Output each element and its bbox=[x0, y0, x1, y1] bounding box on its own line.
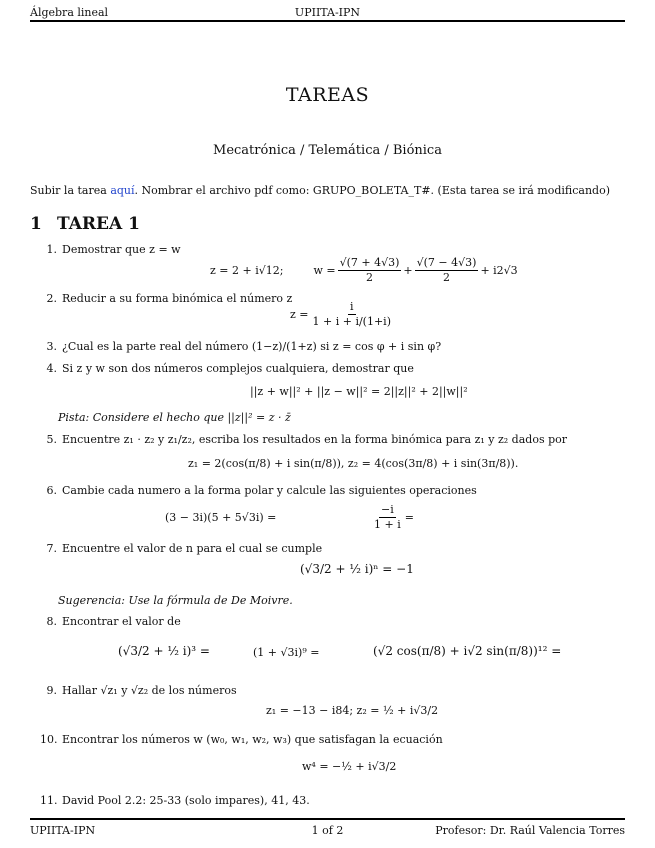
list-item bbox=[40, 684, 237, 697]
page-number: 1 of 2 bbox=[311, 824, 344, 837]
item-number: 3. bbox=[46, 340, 57, 353]
list-item bbox=[40, 243, 181, 256]
item-text: Reducir a su forma binómica el número z bbox=[62, 292, 293, 305]
item-number: 4. bbox=[46, 362, 57, 375]
item-number: 9. bbox=[46, 684, 57, 697]
eq1-fraction-1 bbox=[338, 256, 402, 286]
item-text: Demostrar que z = w bbox=[62, 243, 181, 256]
equation-1: z = 2 + i√12; w = $\frac{√(7 + 4√3)}{2}$ + $\frac{√(7 - 4√3)}{2}$ + i2√3 bbox=[210, 256, 518, 285]
intro-paragraph bbox=[30, 184, 630, 197]
eq2-prefix: z = bbox=[290, 308, 309, 322]
page-subtitle: Mecatrónica / Telemática / Biónica bbox=[213, 143, 442, 158]
section-heading bbox=[30, 214, 140, 234]
eq1-z: z = 2 + i√12; bbox=[210, 264, 284, 278]
header-course: Álgebra lineal bbox=[30, 6, 109, 19]
equation-5: z₁ = 2(cos(π/8) + i sin(π/8)), z₂ = 4(cos(3π/8) + i sin(3π/8)). bbox=[188, 457, 519, 470]
list-item bbox=[40, 433, 567, 446]
hint-7: Sugerencia: Use la fórmula de De Moivre. bbox=[58, 594, 293, 607]
header-institution: UPIITA-IPN bbox=[294, 6, 361, 19]
upload-link[interactable]: aquí bbox=[110, 184, 135, 197]
eq1-num-1: √(7 + 4√3) bbox=[338, 256, 402, 271]
equation-4: ||z + w||² + ||z − w||² = 2||z||² + 2||w||² bbox=[250, 385, 468, 398]
item-number: 6. bbox=[46, 484, 57, 497]
item-text: ¿Cual es la parte real del número (1−z)/(1+z) si z = cos φ + i sin φ? bbox=[62, 340, 442, 353]
eq1-den-1: 2 bbox=[366, 271, 373, 285]
intro-text-before: Subir la tarea bbox=[30, 184, 111, 197]
footer-institution: UPIITA-IPN bbox=[30, 824, 96, 837]
list-item bbox=[40, 292, 292, 305]
eq2-num: i bbox=[348, 300, 356, 315]
list-item bbox=[40, 733, 443, 746]
equation-10: w⁴ = −½ + i√3/2 bbox=[302, 760, 397, 773]
page-title: TAREAS bbox=[285, 84, 370, 106]
item-text: Encontrar el valor de bbox=[62, 615, 181, 628]
item-number: 11. bbox=[40, 794, 58, 807]
eq2-fraction bbox=[311, 300, 393, 330]
equation-9: z₁ = −13 − i84; z₂ = ½ + i√3/2 bbox=[266, 704, 439, 717]
equation-2 bbox=[290, 300, 395, 330]
item-number: 7. bbox=[46, 542, 57, 555]
list-item bbox=[40, 362, 414, 375]
page-footer bbox=[30, 824, 625, 838]
section-number: 1 bbox=[30, 214, 42, 234]
eq1-tail: + i2√3 bbox=[480, 264, 518, 278]
item-number: 10. bbox=[40, 733, 58, 746]
intro-text-after: . Nombrar el archivo pdf como: GRUPO_BOLETA_T#. (Esta tarea se irá modificando) bbox=[134, 184, 610, 197]
equation-6a: (3 − 3i)(5 + 5√3i) = bbox=[165, 511, 277, 524]
footer-rule bbox=[30, 818, 625, 820]
item-text: David Pool 2.2: 25-33 (solo impares), 41, 43. bbox=[62, 794, 310, 807]
list-item bbox=[40, 484, 477, 497]
list-item bbox=[40, 615, 181, 628]
page-header bbox=[30, 6, 625, 20]
item-text: Cambie cada numero a la forma polar y calcule las siguientes operaciones bbox=[62, 484, 477, 497]
list-item bbox=[40, 340, 441, 353]
item-text: Si z y w son dos números complejos cualquiera, demostrar que bbox=[62, 362, 414, 375]
equation-8a: (√3/2 + ½ i)³ = bbox=[118, 644, 210, 658]
equation-8c: (√2 cos(π/8) + i√2 sin(π/8))¹² = bbox=[373, 644, 562, 658]
eq6b-tail: = bbox=[404, 511, 414, 525]
eq1-den-2: 2 bbox=[443, 271, 451, 285]
item-text: Encuentre z₁ · z₂ y z₁/z₂, escriba los resultados en la forma binómica para z₁ y z₂ dados por bbox=[62, 433, 568, 446]
item-number: 2. bbox=[46, 292, 57, 305]
eq1-fraction-2 bbox=[415, 256, 479, 286]
eq1-w-prefix: w = bbox=[313, 264, 336, 278]
item-number: 1. bbox=[46, 243, 57, 256]
list-item bbox=[40, 794, 310, 807]
eq1-num-2: √(7 − 4√3) bbox=[415, 256, 479, 271]
eq6b-num: −i bbox=[379, 503, 396, 518]
eq2-den: 1 + i + i/(1+i) bbox=[312, 315, 391, 329]
footer-professor: Profesor: Dr. Raúl Valencia Torres bbox=[435, 824, 625, 837]
equation-6b bbox=[370, 503, 414, 533]
header-rule bbox=[30, 20, 625, 22]
section-title: TAREA 1 bbox=[57, 214, 140, 234]
item-text: Encontrar los números w (w₀, w₁, w₂, w₃) que satisfagan la ecuación bbox=[62, 733, 443, 746]
item-number: 8. bbox=[46, 615, 57, 628]
eq6b-den: 1 + i bbox=[374, 518, 401, 532]
item-text: Hallar √z₁ y √z₂ de los números bbox=[62, 684, 237, 697]
list-item bbox=[40, 542, 322, 555]
item-text: Encuentre el valor de n para el cual se cumple bbox=[62, 542, 323, 555]
equation-8b: (1 + √3i)⁹ = bbox=[253, 646, 320, 659]
hint-4: Pista: Considere el hecho que ||z||² = z · z̄ bbox=[58, 411, 291, 424]
eq6b-fraction bbox=[372, 503, 403, 533]
equation-7: (√3/2 + ½ i)ⁿ = −1 bbox=[300, 562, 414, 576]
item-number: 5. bbox=[46, 433, 57, 446]
